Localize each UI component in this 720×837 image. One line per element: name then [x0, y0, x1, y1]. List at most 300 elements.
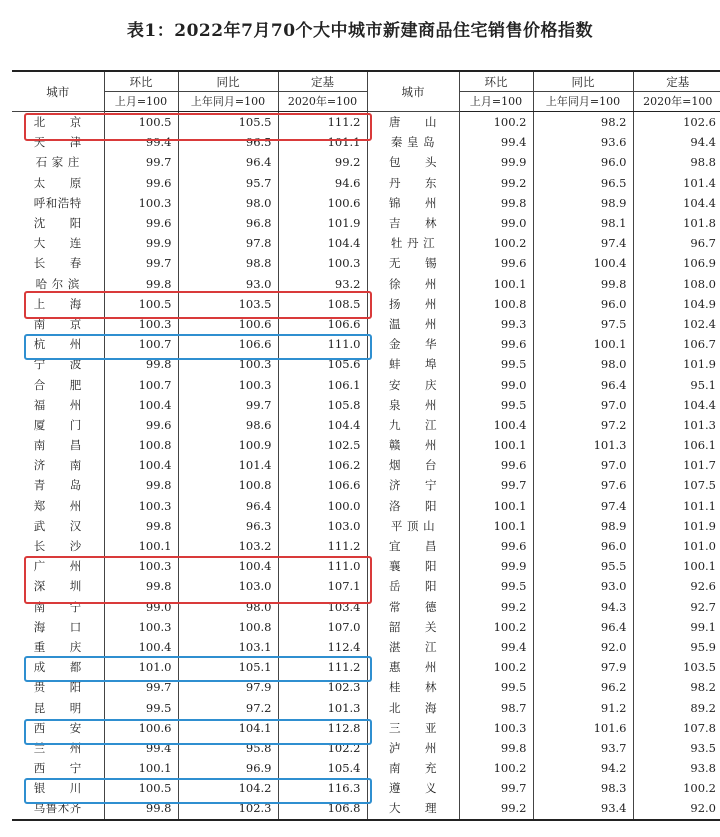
cell-mom-left: 99.8 [104, 475, 178, 495]
table-row [12, 798, 720, 819]
cell-fixed-left: 104.4 [278, 233, 367, 253]
cell-fixed-right: 101.4 [683, 175, 716, 190]
cell-yoy-right: 97.2 [533, 415, 633, 435]
cell-city-right: 牡 丹 江 [367, 233, 459, 253]
cell-city-right: 温 州 [367, 314, 459, 334]
cell-fixed-right: 94.4 [690, 135, 716, 150]
cell-fixed-right: 95.9 [690, 639, 716, 654]
cell-mom-left: 100.1 [104, 758, 178, 778]
table-row [12, 415, 720, 435]
header-yoy-right: 同比 [533, 71, 633, 92]
cell-fixed-right: 92.0 [633, 798, 720, 819]
table-row [12, 253, 720, 273]
table-row [12, 617, 720, 637]
cell-mom-right: 99.4 [459, 132, 533, 152]
cell-yoy-left: 103.2 [178, 536, 278, 556]
table-row [12, 435, 720, 455]
cell-yoy-left: 93.0 [178, 274, 278, 294]
table-row [12, 455, 720, 475]
cell-yoy-right: 97.4 [533, 496, 633, 516]
cell-mom-left: 100.5 [104, 112, 178, 133]
table-row [12, 738, 720, 758]
header-mom-sub-right: 上月=100 [459, 92, 533, 112]
cell-fixed-left: 101.1 [278, 132, 367, 152]
cell-yoy-left: 96.3 [178, 516, 278, 536]
cell-yoy-left: 98.0 [178, 597, 278, 617]
table-row [12, 152, 720, 172]
cell-fixed-left: 106.1 [278, 374, 367, 394]
cell-mom-left: 99.5 [104, 697, 178, 717]
cell-city-left: 成 都 [12, 657, 104, 677]
cell-yoy-right: 93.7 [533, 738, 633, 758]
cell-fixed-right: 108.0 [683, 276, 716, 291]
cell-yoy-left: 96.8 [178, 213, 278, 233]
cell-yoy-right: 101.3 [533, 435, 633, 455]
cell-fixed-left: 106.2 [278, 455, 367, 475]
cell-yoy-left: 102.3 [178, 798, 278, 819]
table-row [12, 597, 720, 617]
cell-yoy-left: 100.3 [178, 374, 278, 394]
cell-fixed-left: 105.6 [278, 354, 367, 374]
cell-mom-right: 99.0 [459, 374, 533, 394]
cell-city-left: 深 圳 [12, 576, 104, 596]
cell-fixed-right: 101.0 [683, 539, 716, 554]
cell-mom-left: 100.4 [104, 637, 178, 657]
cell-mom-left: 99.8 [104, 516, 178, 536]
cell-mom-left: 99.8 [104, 798, 178, 819]
cell-fixed-right: 106.9 [683, 256, 716, 271]
cell-fixed-right: 92.7 [690, 599, 716, 614]
cell-city-left: 太 原 [12, 173, 104, 193]
cell-fixed-right: 106.1 [683, 438, 716, 453]
cell-city-left: 贵 阳 [12, 677, 104, 697]
table-row [12, 294, 720, 314]
cell-mom-left: 100.4 [104, 395, 178, 415]
table-row [12, 374, 720, 394]
cell-yoy-left: 97.9 [178, 677, 278, 697]
cell-yoy-right: 91.2 [533, 697, 633, 717]
cell-yoy-left: 100.9 [178, 435, 278, 455]
cell-yoy-left: 97.8 [178, 233, 278, 253]
cell-city-left: 沈 阳 [12, 213, 104, 233]
cell-city-right: 九 江 [367, 415, 459, 435]
cell-yoy-left: 99.7 [178, 395, 278, 415]
cell-yoy-right: 94.3 [533, 597, 633, 617]
cell-fixed-left: 101.3 [278, 697, 367, 717]
header-city-right: 城市 [367, 71, 459, 112]
cell-city-left: 宁 波 [12, 354, 104, 374]
cell-fixed-right: 101.9 [683, 357, 716, 372]
cell-fixed-left: 100.0 [278, 496, 367, 516]
table-row [12, 173, 720, 193]
cell-yoy-right: 96.5 [533, 173, 633, 193]
cell-yoy-right: 98.9 [533, 193, 633, 213]
cell-fixed-right: 99.1 [690, 619, 716, 634]
cell-yoy-right: 94.2 [533, 758, 633, 778]
header-yoy-sub-right: 上年同月=100 [533, 92, 633, 112]
cell-city-left: 长 春 [12, 253, 104, 273]
cell-city-left: 天 津 [12, 132, 104, 152]
cell-yoy-left: 98.8 [178, 253, 278, 273]
cell-yoy-right: 96.0 [533, 294, 633, 314]
cell-mom-right: 99.8 [459, 193, 533, 213]
cell-yoy-right: 96.0 [533, 152, 633, 172]
cell-fixed-right: 107.5 [683, 478, 716, 493]
cell-mom-left: 100.3 [104, 193, 178, 213]
table-row [12, 657, 720, 677]
cell-fixed-left: 102.2 [278, 738, 367, 758]
cell-yoy-left: 101.4 [178, 455, 278, 475]
cell-yoy-left: 103.0 [178, 576, 278, 596]
cell-fixed-right: 95.1 [690, 377, 716, 392]
cell-yoy-right: 95.5 [533, 556, 633, 576]
cell-fixed-right: 104.4 [683, 195, 716, 210]
cell-city-right: 宜 昌 [367, 536, 459, 556]
cell-mom-right: 99.2 [459, 597, 533, 617]
cell-city-right: 惠 州 [367, 657, 459, 677]
cell-yoy-right: 98.2 [533, 112, 633, 133]
cell-fixed-right: 101.3 [683, 417, 716, 432]
cell-fixed-right: 101.7 [683, 458, 716, 473]
cell-city-left: 西 安 [12, 718, 104, 738]
cell-mom-left: 99.9 [104, 233, 178, 253]
header-fixed-left: 定基 [278, 71, 367, 92]
table-row [12, 314, 720, 334]
cell-fixed-right: 106.7 [683, 337, 716, 352]
cell-city-left: 合 肥 [12, 374, 104, 394]
cell-yoy-right: 96.4 [533, 617, 633, 637]
cell-city-right: 丹 东 [367, 173, 459, 193]
cell-city-left: 南 宁 [12, 597, 104, 617]
cell-mom-right: 99.8 [459, 738, 533, 758]
cell-city-left: 海 口 [12, 617, 104, 637]
cell-mom-left: 99.8 [104, 274, 178, 294]
cell-fixed-left: 99.2 [278, 152, 367, 172]
price-index-table [12, 70, 720, 821]
cell-city-right: 无 锡 [367, 253, 459, 273]
cell-mom-left: 99.4 [104, 132, 178, 152]
cell-mom-left: 99.0 [104, 597, 178, 617]
cell-city-right: 洛 阳 [367, 496, 459, 516]
cell-yoy-right: 96.4 [533, 374, 633, 394]
cell-yoy-left: 96.4 [178, 496, 278, 516]
cell-fixed-right: 93.5 [690, 740, 716, 755]
cell-city-left: 呼和浩特 [12, 193, 104, 213]
cell-fixed-right: 101.8 [683, 216, 716, 231]
table-row [12, 516, 720, 536]
cell-mom-right: 99.2 [459, 173, 533, 193]
cell-city-right: 大 理 [367, 798, 459, 819]
table-title: 表1：2022年7月70个大中城市新建商品住宅销售价格指数 [126, 21, 594, 41]
cell-yoy-right: 92.0 [533, 637, 633, 657]
cell-city-left: 长 沙 [12, 536, 104, 556]
cell-yoy-right: 96.2 [533, 677, 633, 697]
cell-mom-right: 99.7 [459, 475, 533, 495]
cell-yoy-left: 100.8 [178, 475, 278, 495]
cell-mom-left: 99.7 [104, 152, 178, 172]
table-row [12, 334, 720, 354]
cell-fixed-left: 93.2 [278, 274, 367, 294]
cell-mom-right: 99.6 [459, 536, 533, 556]
cell-mom-right: 99.4 [459, 637, 533, 657]
cell-city-right: 北 海 [367, 697, 459, 717]
cell-mom-right: 99.6 [459, 334, 533, 354]
header-fixed-sub-left: 2020年=100 [278, 92, 367, 112]
header-mom-left: 环比 [104, 71, 178, 92]
table-row [12, 677, 720, 697]
cell-city-left: 南 京 [12, 314, 104, 334]
cell-city-left: 大 连 [12, 233, 104, 253]
cell-mom-left: 100.5 [104, 778, 178, 798]
cell-city-left: 兰 州 [12, 738, 104, 758]
cell-city-right: 三 亚 [367, 718, 459, 738]
cell-fixed-left: 100.6 [278, 193, 367, 213]
cell-city-left: 哈 尔 滨 [12, 274, 104, 294]
cell-yoy-right: 96.0 [533, 536, 633, 556]
cell-city-right: 济 宁 [367, 475, 459, 495]
cell-yoy-left: 96.4 [178, 152, 278, 172]
cell-mom-left: 100.1 [104, 536, 178, 556]
cell-city-left: 西 宁 [12, 758, 104, 778]
cell-fixed-left: 106.6 [278, 475, 367, 495]
cell-mom-right: 98.7 [459, 697, 533, 717]
cell-yoy-left: 95.8 [178, 738, 278, 758]
cell-yoy-right: 100.4 [533, 253, 633, 273]
header-city-left: 城市 [12, 71, 104, 112]
cell-yoy-left: 98.6 [178, 415, 278, 435]
header-fixed-right: 定基 [633, 71, 720, 92]
table-row [12, 718, 720, 738]
cell-mom-right: 99.9 [459, 152, 533, 172]
cell-fixed-right: 89.2 [690, 700, 716, 715]
cell-yoy-left: 98.0 [178, 193, 278, 213]
cell-yoy-left: 103.1 [178, 637, 278, 657]
cell-fixed-left: 94.6 [278, 173, 367, 193]
cell-city-left: 石 家 庄 [12, 152, 104, 172]
header-yoy-left: 同比 [178, 71, 278, 92]
cell-mom-right: 99.9 [459, 556, 533, 576]
cell-fixed-left: 116.3 [278, 778, 367, 798]
table-row [12, 637, 720, 657]
cell-city-left: 郑 州 [12, 496, 104, 516]
cell-city-left: 上 海 [12, 294, 104, 314]
cell-yoy-left: 96.5 [178, 132, 278, 152]
cell-yoy-right: 101.6 [533, 718, 633, 738]
cell-fixed-left: 102.5 [278, 435, 367, 455]
cell-yoy-right: 93.6 [533, 132, 633, 152]
cell-fixed-left: 100.3 [278, 253, 367, 273]
cell-yoy-left: 104.1 [178, 718, 278, 738]
cell-mom-right: 99.6 [459, 253, 533, 273]
cell-yoy-left: 100.3 [178, 354, 278, 374]
cell-city-left: 乌鲁木齐 [12, 798, 104, 819]
cell-mom-right: 100.2 [459, 233, 533, 253]
cell-fixed-right: 103.5 [683, 660, 716, 675]
table-row [12, 274, 720, 294]
cell-city-right: 包 头 [367, 152, 459, 172]
table-row [12, 778, 720, 798]
cell-yoy-left: 104.2 [178, 778, 278, 798]
cell-yoy-right: 98.1 [533, 213, 633, 233]
table-row [12, 475, 720, 495]
cell-mom-left: 100.6 [104, 718, 178, 738]
cell-city-right: 锦 州 [367, 193, 459, 213]
cell-city-left: 银 川 [12, 778, 104, 798]
cell-city-right: 赣 州 [367, 435, 459, 455]
cell-fixed-right: 101.1 [683, 498, 716, 513]
cell-mom-right: 100.1 [459, 274, 533, 294]
cell-fixed-right: 104.4 [683, 397, 716, 412]
cell-city-left: 南 昌 [12, 435, 104, 455]
cell-fixed-right: 104.9 [683, 296, 716, 311]
cell-city-right: 安 庆 [367, 374, 459, 394]
table-row [12, 395, 720, 415]
cell-fixed-left: 105.4 [278, 758, 367, 778]
cell-mom-left: 99.8 [104, 576, 178, 596]
table-row [12, 354, 720, 374]
cell-mom-right: 100.2 [459, 617, 533, 637]
cell-mom-right: 100.1 [459, 435, 533, 455]
cell-yoy-right: 93.0 [533, 576, 633, 596]
cell-city-right: 蚌 埠 [367, 354, 459, 374]
table-row [12, 697, 720, 717]
cell-mom-left: 100.3 [104, 617, 178, 637]
cell-city-right: 烟 台 [367, 455, 459, 475]
cell-city-left: 福 州 [12, 395, 104, 415]
cell-fixed-right: 96.7 [690, 236, 716, 251]
cell-mom-left: 99.6 [104, 415, 178, 435]
cell-fixed-left: 103.0 [278, 516, 367, 536]
cell-yoy-right: 97.0 [533, 395, 633, 415]
cell-city-left: 济 南 [12, 455, 104, 475]
cell-yoy-right: 100.1 [533, 334, 633, 354]
cell-mom-right: 100.2 [459, 657, 533, 677]
header-mom-right: 环比 [459, 71, 533, 92]
cell-mom-right: 99.3 [459, 314, 533, 334]
cell-city-right: 吉 林 [367, 213, 459, 233]
cell-mom-left: 101.0 [104, 657, 178, 677]
cell-city-right: 岳 阳 [367, 576, 459, 596]
cell-fixed-left: 103.4 [278, 597, 367, 617]
cell-yoy-left: 100.4 [178, 556, 278, 576]
cell-city-right: 韶 关 [367, 617, 459, 637]
cell-yoy-right: 97.6 [533, 475, 633, 495]
table-row [12, 112, 720, 133]
cell-mom-right: 99.7 [459, 778, 533, 798]
cell-fixed-left: 111.2 [278, 112, 367, 133]
cell-mom-left: 100.3 [104, 314, 178, 334]
cell-fixed-left: 102.3 [278, 677, 367, 697]
cell-mom-right: 99.2 [459, 798, 533, 819]
cell-fixed-left: 107.1 [278, 576, 367, 596]
cell-fixed-left: 106.6 [278, 314, 367, 334]
cell-yoy-left: 103.5 [178, 294, 278, 314]
cell-mom-right: 99.5 [459, 677, 533, 697]
cell-mom-left: 100.7 [104, 334, 178, 354]
cell-fixed-right: 100.1 [683, 559, 716, 574]
cell-fixed-right: 98.2 [690, 680, 716, 695]
cell-fixed-right: 98.8 [690, 155, 716, 170]
cell-city-left: 昆 明 [12, 697, 104, 717]
cell-mom-left: 99.4 [104, 738, 178, 758]
cell-fixed-right: 100.2 [683, 781, 716, 796]
table-header [12, 71, 720, 112]
cell-mom-right: 100.3 [459, 718, 533, 738]
cell-mom-left: 99.6 [104, 173, 178, 193]
cell-mom-right: 100.1 [459, 516, 533, 536]
table-row [12, 556, 720, 576]
header-yoy-sub-left: 上年同月=100 [178, 92, 278, 112]
cell-yoy-right: 97.9 [533, 657, 633, 677]
cell-city-right: 泉 州 [367, 395, 459, 415]
cell-mom-left: 100.8 [104, 435, 178, 455]
cell-city-left: 青 岛 [12, 475, 104, 495]
price-index-table-wrap [12, 70, 716, 821]
cell-fixed-right: 107.8 [683, 720, 716, 735]
cell-mom-right: 99.5 [459, 576, 533, 596]
table-row [12, 213, 720, 233]
cell-yoy-left: 97.2 [178, 697, 278, 717]
cell-mom-left: 100.3 [104, 556, 178, 576]
cell-fixed-left: 106.8 [278, 798, 367, 819]
cell-mom-right: 100.2 [459, 112, 533, 133]
cell-mom-left: 99.8 [104, 354, 178, 374]
cell-fixed-right: 101.9 [683, 518, 716, 533]
cell-mom-right: 100.8 [459, 294, 533, 314]
cell-mom-left: 99.7 [104, 253, 178, 273]
cell-fixed-left: 108.5 [278, 294, 367, 314]
table-row [12, 536, 720, 556]
cell-city-right: 徐 州 [367, 274, 459, 294]
cell-mom-right: 100.2 [459, 758, 533, 778]
cell-mom-left: 99.7 [104, 677, 178, 697]
cell-yoy-right: 98.9 [533, 516, 633, 536]
cell-mom-left: 100.3 [104, 496, 178, 516]
cell-fixed-left: 101.9 [278, 213, 367, 233]
cell-city-right: 唐 山 [367, 112, 459, 133]
cell-city-right: 桂 林 [367, 677, 459, 697]
cell-yoy-right: 98.0 [533, 354, 633, 374]
cell-city-right: 金 华 [367, 334, 459, 354]
cell-mom-right: 99.0 [459, 213, 533, 233]
cell-fixed-left: 111.2 [278, 536, 367, 556]
cell-fixed-left: 111.2 [278, 657, 367, 677]
cell-fixed-right: 102.4 [683, 316, 716, 331]
table-row [12, 233, 720, 253]
cell-yoy-right: 97.0 [533, 455, 633, 475]
cell-fixed-left: 112.8 [278, 718, 367, 738]
cell-yoy-right: 98.3 [533, 778, 633, 798]
cell-fixed-left: 111.0 [278, 556, 367, 576]
cell-city-left: 杭 州 [12, 334, 104, 354]
cell-fixed-left: 111.0 [278, 334, 367, 354]
header-mom-sub-left: 上月=100 [104, 92, 178, 112]
cell-fixed-right: 102.6 [683, 115, 716, 130]
cell-city-left: 重 庆 [12, 637, 104, 657]
cell-city-right: 泸 州 [367, 738, 459, 758]
header-fixed-sub-right: 2020年=100 [633, 92, 720, 112]
cell-mom-right: 100.1 [459, 496, 533, 516]
cell-yoy-left: 100.8 [178, 617, 278, 637]
cell-mom-right: 99.5 [459, 354, 533, 374]
cell-fixed-left: 104.4 [278, 415, 367, 435]
cell-mom-left: 100.7 [104, 374, 178, 394]
cell-city-left: 北 京 [12, 112, 104, 133]
cell-city-left: 武 汉 [12, 516, 104, 536]
cell-mom-left: 100.4 [104, 455, 178, 475]
cell-mom-left: 100.5 [104, 294, 178, 314]
cell-city-right: 平 顶 山 [367, 516, 459, 536]
